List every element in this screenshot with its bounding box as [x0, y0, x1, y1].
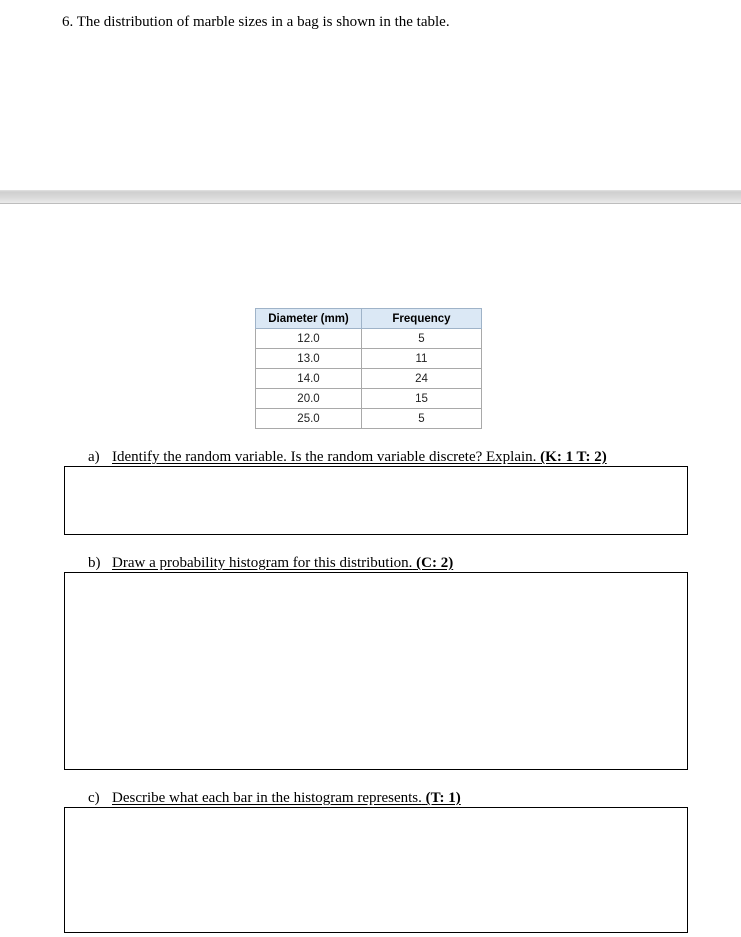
table-row: [256, 369, 482, 389]
part-b-answer-box[interactable]: [64, 572, 688, 770]
part-b-letter: b): [88, 555, 101, 571]
page-divider-edge: [0, 203, 741, 204]
part-b-marks: (C: 2): [416, 555, 454, 571]
diameter-cell: 20.0: [256, 389, 362, 409]
part-a-text: Identify the random variable. Is the random variable discrete? Explain.: [112, 449, 537, 465]
diameter-cell: 14.0: [256, 369, 362, 389]
part-b-prompt: [88, 555, 453, 572]
part-c-prompt: [88, 790, 461, 807]
header-diameter: Diameter (mm): [256, 309, 362, 329]
question-title: 6. The distribution of marble sizes in a bag is shown in the table.: [62, 14, 450, 30]
table-header-row: [256, 309, 482, 329]
frequency-cell: 15: [362, 389, 482, 409]
frequency-cell: 24: [362, 369, 482, 389]
header-frequency: Frequency: [362, 309, 482, 329]
part-c-marks: (T: 1): [425, 790, 461, 806]
frequency-cell: 11: [362, 349, 482, 369]
part-c-answer-box[interactable]: [64, 807, 688, 933]
page-divider: [0, 190, 741, 204]
part-b-text: Draw a probability histogram for this distribution.: [112, 555, 413, 571]
table-row: [256, 349, 482, 369]
frequency-cell: 5: [362, 329, 482, 349]
diameter-cell: 12.0: [256, 329, 362, 349]
part-a-letter: a): [88, 449, 100, 465]
table-row: [256, 329, 482, 349]
part-c-letter: c): [88, 790, 100, 806]
part-c-text: Describe what each bar in the histogram represents.: [112, 790, 422, 806]
diameter-cell: 13.0: [256, 349, 362, 369]
table-row: [256, 389, 482, 409]
marble-distribution-table: [255, 308, 482, 429]
part-a-answer-box[interactable]: [64, 466, 688, 535]
frequency-cell: 5: [362, 409, 482, 429]
diameter-cell: 25.0: [256, 409, 362, 429]
table-row: [256, 409, 482, 429]
part-a-prompt: [88, 449, 607, 466]
part-a-marks: (K: 1 T: 2): [540, 449, 607, 465]
